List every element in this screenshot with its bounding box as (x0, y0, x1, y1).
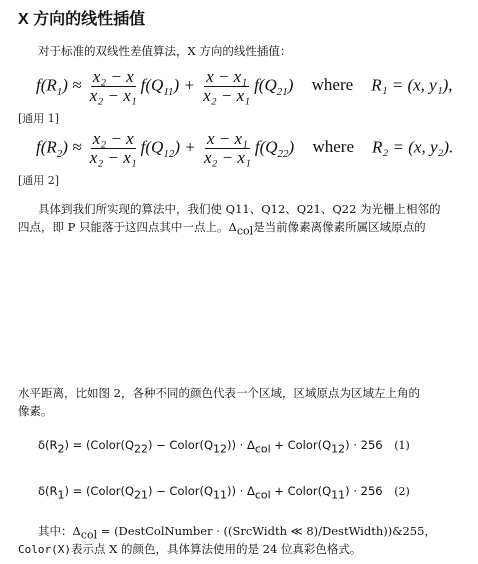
formula-1: $f(R_1)$ ≈ $\frac{\text{x₂ − x}}{\text{x₂ − x₁}}$ $f(Q_{11})$ + $\frac{\text{x − x₁}}{\text{x₂ − x₁}}$ $f(Q_{21})$ where R₁ = (x, y₁), (36, 67, 453, 105)
paragraph-2-line-2: 四点，即 P 只能落于这四点其中一点上。$\Delta_{col}$是当前像素离像素所属区域原点的 (18, 220, 426, 238)
paragraph-3-line-1: 水平距离，比如图 2，各种不同的颜色代表一个区域，区域原点为区域左上角的 (18, 386, 420, 400)
paragraph-4-line-2: Color(X)表示点 X 的颜色，具体算法使用的是 24 位真彩色格式。 (18, 542, 362, 556)
equation-2: $\delta(R_1)$ = ($Color(Q_{21})$ − $Color(Q_{11})) \cdot \Delta_{col}$ + $Color(Q_{11}) \cdot 256$ (2) (38, 484, 410, 502)
paragraph-3-line-2: 像素。 (18, 404, 53, 418)
formula-2: $f(R_2)$ ≈ $\frac{\text{x₂ − x}}{\text{x₂ − x₁}}$ $f(Q_{12})$ + $\frac{\text{x − x₁}}{\text{x₂ − x₁}}$ $f(Q_{22})$ where R₂ = (x, y₂). (36, 129, 454, 167)
paragraph-2-line-1: 具体到我们所实现的算法中，我们使 Q11、Q12、Q21、Q22 为光栅上相邻的 (38, 202, 441, 216)
equation-tag-2: [通用 2] (18, 174, 60, 187)
paragraph-4-line-1: 其中：$\Delta_{col}$ = (DestColNumber · ((SrcWidth ≪ 8)/DestWidth))&255， (38, 524, 436, 542)
equation-2-number: (2) (394, 485, 410, 498)
equation-1-number: (1) (394, 439, 410, 452)
equation-1: $\delta(R_2)$ = ($Color(Q_{22})$ − $Color(Q_{12})) \cdot \Delta_{col}$ + $Color(Q_{12}) \cdot 256$ (1) (38, 438, 410, 456)
equation-tag-1: [通用 1] (18, 112, 60, 125)
section-heading: X 方向的线性插值 (18, 11, 146, 28)
intro-paragraph: 对于标准的双线性差值算法，X 方向的线性插值： (38, 44, 292, 58)
